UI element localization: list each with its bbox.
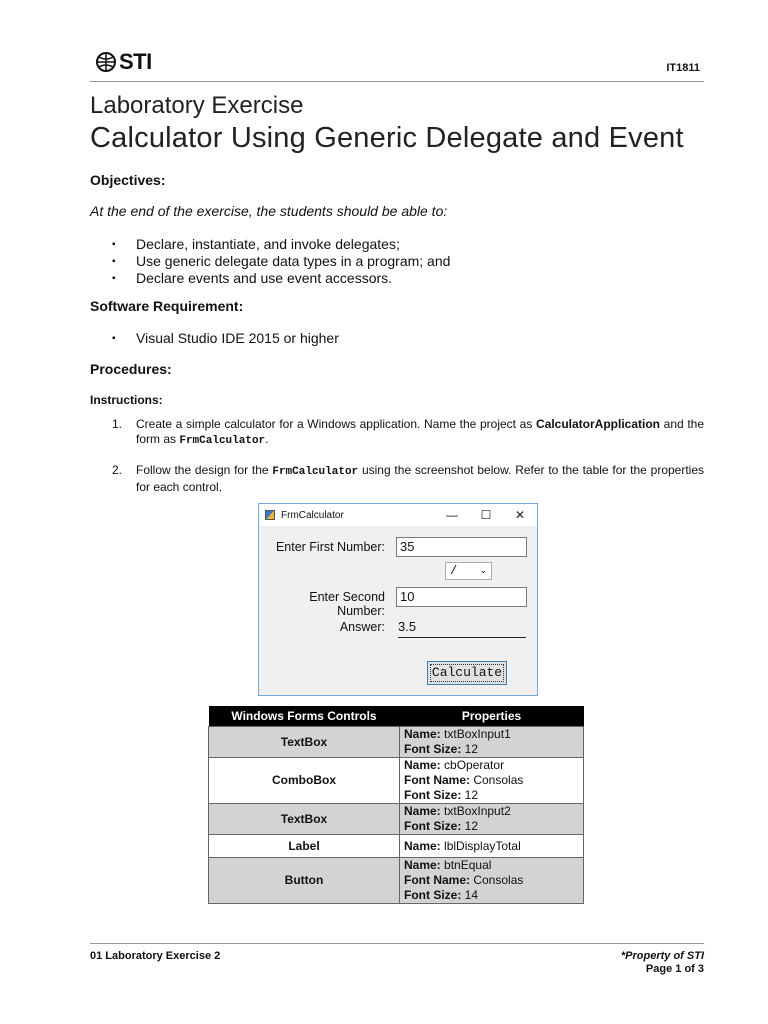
- property-notice: *Property of STI: [620, 950, 704, 962]
- instructions-label: Instructions:: [90, 393, 163, 407]
- footer-document-label: 01 Laboratory Exercise 2: [90, 950, 221, 962]
- second-number-label: Enter Second Number:: [309, 590, 385, 618]
- answer-value: 3.5: [398, 619, 417, 634]
- sti-logo: [95, 48, 155, 76]
- answer-underline: [398, 637, 526, 638]
- step-2: 2. Follow the design for the FrmCalculator using the screenshot below. Refer to the table for the properties for each control.: [112, 463, 705, 494]
- close-icon[interactable]: ✕: [514, 508, 526, 522]
- software-list: [112, 330, 339, 347]
- step-number: 1.: [112, 417, 123, 431]
- sti-globe-icon: [95, 51, 117, 73]
- maximize-icon[interactable]: ☐: [480, 508, 492, 522]
- operator-value: /: [450, 564, 458, 578]
- footer-right: [621, 950, 704, 976]
- step-1: 1. Create a simple calculator for a Windows application. Name the project as CalculatorApplication and the form as FrmCalculator.: [112, 417, 705, 447]
- objectives-intro: At the end of the exercise, the students should be able to:: [90, 203, 448, 219]
- list-item: ▪ Use generic delegate data types in a program; and: [112, 253, 450, 270]
- properties-cell: Name: cbOperator Font Name: Consolas Font Size: 12: [400, 758, 584, 804]
- first-number-label: Enter First Number:: [275, 540, 385, 554]
- control-cell: ComboBox: [209, 758, 400, 804]
- answer-label: Answer:: [339, 620, 385, 634]
- table-row: [209, 804, 584, 835]
- calculator-form-screenshot: [258, 503, 538, 696]
- properties-cell: Name: txtBoxInput2 Font Size: 12: [400, 804, 584, 835]
- page-number: Page 1 of 3: [645, 963, 704, 975]
- project-name: CalculatorApplication: [535, 417, 660, 431]
- form-title: FrmCalculator: [281, 509, 344, 521]
- list-item: ▪ Visual Studio IDE 2015 or higher: [112, 330, 339, 347]
- second-number-input[interactable]: 10: [396, 587, 527, 607]
- procedures-heading: Procedures:: [90, 361, 172, 377]
- calculate-button[interactable]: Calculate: [427, 661, 507, 685]
- control-cell: Button: [209, 858, 400, 904]
- properties-cell: Name: txtBoxInput1 Font Size: 12: [400, 727, 584, 758]
- control-cell: TextBox: [209, 727, 400, 758]
- step-number: 2.: [112, 463, 123, 477]
- column-header: Windows Forms Controls: [209, 706, 400, 727]
- list-item: ▪ Declare events and use event accessors.: [112, 270, 450, 287]
- objectives-list: [112, 236, 450, 287]
- operator-combobox[interactable]: [445, 562, 492, 580]
- form-name: FrmCalculator: [272, 466, 359, 478]
- form-title-bar: [259, 504, 537, 526]
- form-name: FrmCalculator: [179, 435, 266, 447]
- software-heading: Software Requirement:: [90, 298, 244, 314]
- properties-cell: Name: lblDisplayTotal: [400, 835, 584, 858]
- form-app-icon: [265, 510, 275, 520]
- objectives-heading: Objectives:: [90, 172, 166, 188]
- table-row: [209, 727, 584, 758]
- column-header: Properties: [400, 706, 584, 727]
- page-title: Calculator Using Generic Delegate and Event: [90, 122, 684, 154]
- table-row: [209, 835, 584, 858]
- logo-text: STI: [119, 49, 152, 74]
- list-item: ▪ Declare, instantiate, and invoke delegates;: [112, 236, 450, 253]
- footer-divider: [90, 943, 704, 944]
- chevron-down-icon[interactable]: ⌄: [479, 566, 487, 576]
- lab-heading: Laboratory Exercise: [90, 92, 304, 119]
- control-cell: TextBox: [209, 804, 400, 835]
- properties-cell: Name: btnEqual Font Name: Consolas Font Size: 14: [400, 858, 584, 904]
- first-number-input[interactable]: 35: [396, 537, 527, 557]
- minimize-icon[interactable]: —: [446, 508, 458, 522]
- control-cell: Label: [209, 835, 400, 858]
- document-code: IT1811: [666, 62, 700, 74]
- table-row: [209, 758, 584, 804]
- table-row: [209, 858, 584, 904]
- header-divider: [90, 81, 704, 82]
- properties-table: [208, 706, 584, 904]
